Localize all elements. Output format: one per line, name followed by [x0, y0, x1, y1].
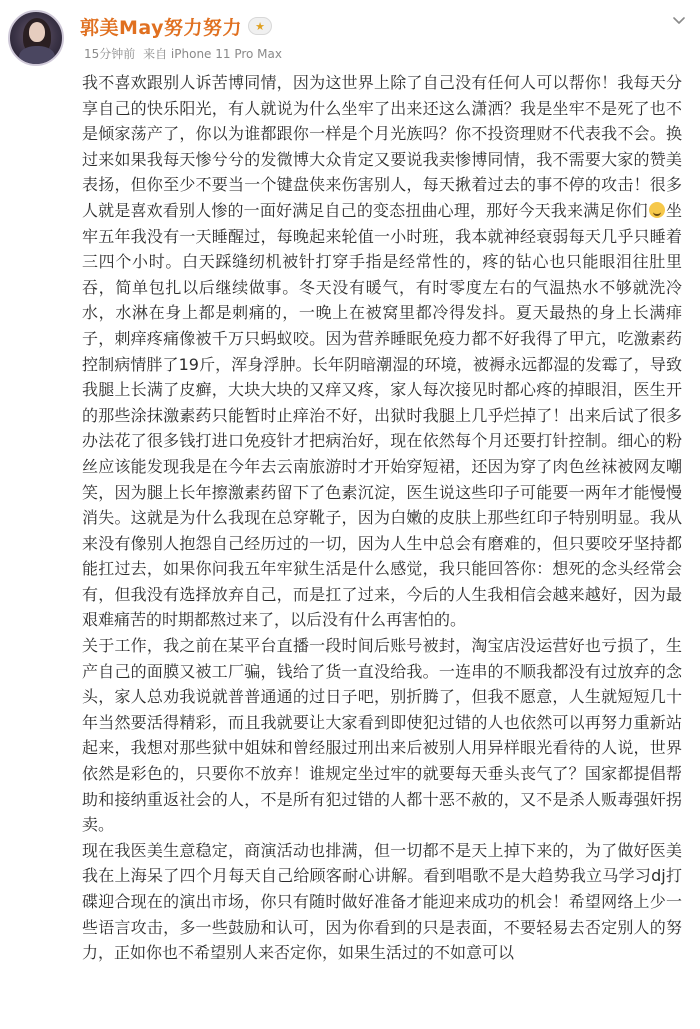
avatar[interactable] — [8, 10, 64, 66]
post-time: 15分钟前 — [84, 47, 136, 61]
avatar-face — [29, 22, 45, 42]
username-row — [80, 12, 272, 40]
grin-emoji-icon — [649, 202, 665, 218]
chevron-down-icon[interactable] — [672, 14, 686, 28]
paragraph-2: 关于工作，我之前在某平台直播一段时间后账号被封，淘宝店没运营好也亏损了，生产自己的面膜又被工厂骗，钱给了货一直没给我。一连串的不顺我都没有过放弃的念头，家人总劝我说就普普通通的过日子吧，别折腾了，但我不愿意，人生就短短几十年当然要活得精彩，而且我就要让大家看到即使犯过错的人也依然可以再努力重新站起来，我想对那些狱中姐妹和曾经服过刑出来后被别人用异样眼光看待的人说，世界依然是彩色的，只要你不放弃！谁规定坐过牢的就要每天垂头丧气了？国家都提倡帮助和接纳重返社会的人，不是所有犯过错的人都十恶不赦的，又不是杀人贩毒强奸拐卖。 — [82, 636, 682, 835]
username[interactable]: 郭美May努力努力 — [80, 16, 243, 39]
post-source: 来自 iPhone 11 Pro Max — [143, 47, 282, 61]
vip-badge-icon[interactable]: ★ — [248, 17, 272, 35]
post-meta — [84, 45, 282, 62]
paragraph-1-part-2: 坐牢五年我没有一天睡醒过，每晚起来轮值一小时班，我本就神经衰弱每天几乎只睡着三四个小时。白天踩缝纫机被针打穿手指是经常性的，疼的钻心也只能眼泪往肚里吞，简单包扎以后继续做事。冬天没有暖气，有时零度左右的气温热水不够就洗冷水，水淋在身上都是刺痛的，一晚上在被窝里都冷得发抖。夏天最热的身上长满痱子，刺痒疼痛像被千万只蚂蚁咬。因为营养睡眠免疫力都不好我得了甲亢，吃激素药控制病情胖了19斤，浑身浮肿。长年阴暗潮湿的环境，被褥永远都湿的发霉了，导致我腿上长满了皮癣，大块大块的又痒又疼，家人每次接见时都心疼的掉眼泪，医生开的那些涂抹激素药只能暂时止痒治不好，出狱时我腿上几乎烂掉了！出来后试了很多办法花了很多钱打进口免疫针才把病治好，现在依然每个月还要打针控制。细心的粉丝应该能发现我是在今年去云南旅游时才开始穿短裙，还因为穿了肉色丝袜被网友嘲笑，因为腿上长年擦激素药留下了色素沉淀，医生说这些印子可能要一两年才能慢慢消失。这就是为什么我现在总穿靴子，因为白嫩的皮肤上那些红印子特别明显。我从来没有像别人抱怨自己经历过的一切，因为人生中总会有磨难的，但只要咬牙坚持都能扛过去，如果你问我五年牢狱生活是什么感觉，我只能回答你：想死的念头经常会有，但我没有选择放弃自己，而是扛了过来，今后的人生我相信会越来越好，因为最艰难痛苦的时期都熬过来了，以后没有什么再害怕的。 — [82, 200, 682, 630]
paragraph-1 — [82, 70, 682, 633]
post-body — [82, 70, 682, 966]
paragraph-3: 现在我医美生意稳定，商演活动也排满，但一切都不是天上掉下来的，为了做好医美我在上海呆了四个月每天自己给顾客耐心讲解。看到唱歌不是大趋势我立马学习dj打碟迎合现在的演出市场，你只有随时做好准备才能迎来成功的机会！希望网络上少一些语言攻击，多一些鼓励和认可，因为你看到的只是表面，不要轻易去否定别人的努力，正如你也不希望别人来否定你，如果生活过的不如意可以 — [82, 840, 682, 963]
paragraph-1-part-1: 我不喜欢跟别人诉苦博同情，因为这世界上除了自己没有任何人可以帮你！我每天分享自己的快乐阳光，有人就说为什么坐牢了出来还这么潇洒？我是坐牢不是死了也不是倾家荡产了，你以为谁都跟你一样是个月光族吗？你不投资理财不代表我不会。换过来如果我每天惨兮兮的发微博大众肯定又要说我卖惨博同情，我不需要大家的赞美表扬，但你至少不要当一个键盘侠来伤害别人，每天揪着过去的事不停的攻击！很多人就是喜欢看别人惨的一面好满足自己的变态扭曲心理，那好今天我来满足你们 — [82, 73, 682, 220]
post-header — [0, 0, 700, 68]
avatar-body — [19, 46, 55, 66]
